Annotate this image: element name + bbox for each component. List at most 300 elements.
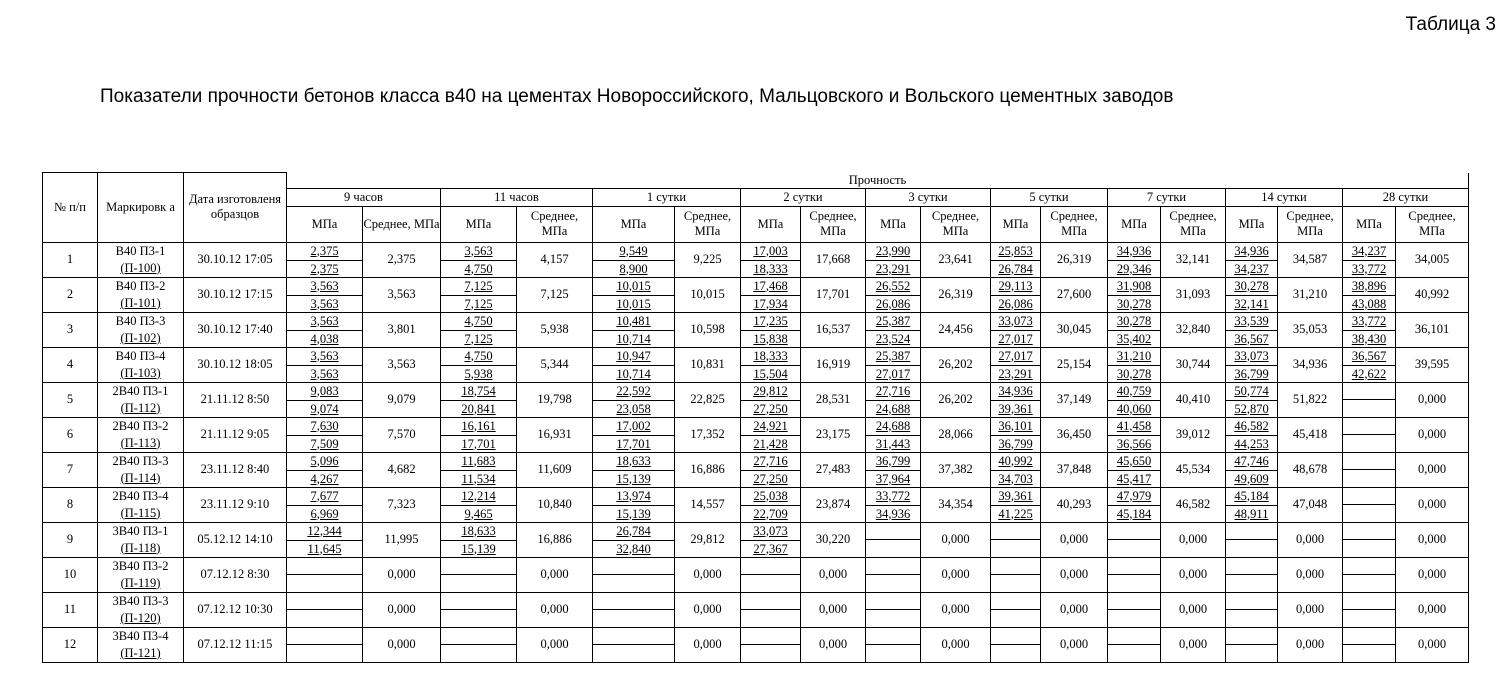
header-period: 2 сутки [741, 188, 866, 206]
marking-sample: (П-118) [98, 540, 183, 557]
mpa-value: 41,225 [991, 506, 1040, 523]
mpa-value: 27,017 [866, 366, 920, 383]
mpa-value: 33,073 [741, 523, 800, 541]
mpa-value: 15,139 [593, 506, 674, 523]
mpa-cell [287, 627, 363, 662]
mpa-value: 18,633 [593, 453, 674, 471]
mpa-cell [593, 277, 675, 312]
mpa-cell [866, 487, 921, 522]
mpa-cell [593, 347, 675, 382]
marking-code: В40 П3-3 [98, 313, 183, 330]
table-row [43, 277, 1469, 312]
marking-code: 3В40 П3-3 [98, 593, 183, 610]
mpa-cell [287, 417, 363, 452]
mpa-value: 9,549 [593, 243, 674, 261]
average-cell: 26,319 [921, 277, 991, 312]
marking-code: 3В40 П3-4 [98, 628, 183, 645]
average-cell: 7,125 [517, 277, 593, 312]
mpa-value: 30,278 [1108, 313, 1160, 331]
header-period: 14 сутки [1226, 188, 1343, 206]
header-mpa: МПа [1108, 206, 1161, 242]
average-cell: 26,202 [921, 382, 991, 417]
table-row [43, 242, 1469, 277]
header-period: 1 сутки [593, 188, 741, 206]
average-cell: 0,000 [1161, 627, 1226, 662]
average-cell: 31,093 [1161, 277, 1226, 312]
mpa-cell [1108, 347, 1161, 382]
mpa-cell [991, 312, 1041, 347]
mpa-value: 34,936 [1108, 243, 1160, 261]
mpa-value [1343, 575, 1395, 592]
mpa-value [287, 628, 362, 646]
mpa-value: 45,184 [1108, 506, 1160, 523]
average-cell: 3,563 [363, 347, 441, 382]
mpa-value [441, 558, 516, 576]
mpa-value: 3,563 [287, 348, 362, 366]
marking-sample: (П-101) [98, 295, 183, 312]
mpa-value: 7,125 [441, 278, 516, 296]
mpa-value [1226, 523, 1277, 541]
row-date: 07.12.12 11:15 [184, 627, 287, 662]
header-average: Среднее, МПа [1278, 206, 1343, 242]
header-period: 9 часов [287, 188, 441, 206]
mpa-value: 11,534 [441, 471, 516, 488]
average-cell: 26,319 [1041, 242, 1108, 277]
mpa-value: 18,754 [441, 383, 516, 401]
mpa-value: 29,346 [1108, 261, 1160, 278]
average-cell: 0,000 [801, 627, 866, 662]
mpa-value: 34,237 [1343, 243, 1395, 261]
mpa-value: 27,017 [991, 331, 1040, 348]
mpa-value: 32,840 [593, 541, 674, 558]
mpa-cell [1108, 242, 1161, 277]
header-average: Среднее, МПа [675, 206, 741, 242]
mpa-value: 3,563 [441, 243, 516, 261]
marking-code: 2В40 П3-1 [98, 383, 183, 400]
mpa-cell [593, 627, 675, 662]
mpa-value: 44,253 [1226, 436, 1277, 453]
mpa-value: 27,017 [991, 348, 1040, 366]
mpa-cell [866, 627, 921, 662]
mpa-value [1343, 505, 1395, 522]
mpa-value: 30,278 [1108, 366, 1160, 383]
row-date: 23.11.12 8:40 [184, 452, 287, 487]
mpa-value [593, 610, 674, 627]
mpa-value: 23,291 [991, 366, 1040, 383]
average-cell: 26,202 [921, 347, 991, 382]
mpa-value [1226, 610, 1277, 627]
mpa-cell [1226, 277, 1278, 312]
table-row [43, 417, 1469, 452]
mpa-value: 23,524 [866, 331, 920, 348]
mpa-value [441, 628, 516, 646]
mpa-value: 10,015 [593, 278, 674, 296]
mpa-cell [991, 452, 1041, 487]
mpa-cell [741, 312, 801, 347]
mpa-cell [741, 242, 801, 277]
table-row [43, 522, 1469, 557]
mpa-value [1108, 540, 1160, 557]
mpa-cell [1343, 347, 1396, 382]
average-cell: 0,000 [1396, 417, 1469, 452]
average-cell: 0,000 [675, 627, 741, 662]
mpa-cell [991, 382, 1041, 417]
mpa-cell [1343, 452, 1396, 487]
mpa-value: 10,481 [593, 313, 674, 331]
mpa-cell [441, 382, 517, 417]
header-mpa: МПа [1226, 206, 1278, 242]
row-marking [98, 242, 184, 277]
average-cell: 0,000 [517, 557, 593, 592]
mpa-value: 18,333 [741, 348, 800, 366]
mpa-value: 27,367 [741, 541, 800, 558]
table-row [43, 347, 1469, 382]
average-cell: 0,000 [1278, 592, 1343, 627]
mpa-cell [441, 312, 517, 347]
mpa-cell [593, 487, 675, 522]
mpa-value [866, 628, 920, 646]
mpa-value [287, 610, 362, 627]
mpa-value [866, 558, 920, 576]
header-average: Среднее, МПа [921, 206, 991, 242]
mpa-value: 7,125 [441, 331, 516, 348]
mpa-value: 26,086 [991, 296, 1040, 313]
mpa-value: 30,278 [1108, 296, 1160, 313]
mpa-value [991, 593, 1040, 611]
average-cell: 23,874 [801, 487, 866, 522]
mpa-value: 12,344 [287, 523, 362, 541]
mpa-value: 34,936 [866, 506, 920, 523]
mpa-cell [1343, 487, 1396, 522]
mpa-value: 17,003 [741, 243, 800, 261]
mpa-value: 13,974 [593, 488, 674, 506]
mpa-cell [1343, 312, 1396, 347]
mpa-value [1226, 540, 1277, 557]
mpa-value: 27,250 [741, 401, 800, 418]
average-cell: 28,066 [921, 417, 991, 452]
mpa-cell [1226, 487, 1278, 522]
mpa-value [1108, 523, 1160, 541]
mpa-cell [1108, 557, 1161, 592]
row-marking [98, 627, 184, 662]
average-cell: 31,210 [1278, 277, 1343, 312]
mpa-cell [1226, 242, 1278, 277]
mpa-value [593, 628, 674, 646]
average-cell: 30,045 [1041, 312, 1108, 347]
table-row [43, 592, 1469, 627]
average-cell: 28,531 [801, 382, 866, 417]
mpa-value: 11,645 [287, 541, 362, 558]
average-cell: 10,831 [675, 347, 741, 382]
average-cell: 35,053 [1278, 312, 1343, 347]
average-cell: 14,557 [675, 487, 741, 522]
header-average: Среднее, МПа [1396, 206, 1469, 242]
mpa-value: 25,387 [866, 313, 920, 331]
average-cell: 3,563 [363, 277, 441, 312]
mpa-value: 25,853 [991, 243, 1040, 261]
mpa-value: 40,759 [1108, 383, 1160, 401]
average-cell: 0,000 [1161, 522, 1226, 557]
average-cell: 0,000 [363, 592, 441, 627]
mpa-cell [1343, 277, 1396, 312]
page-title: Показатели прочности бетонов класса в40 на цементах Новороссийского, Мальцовского и Вольского цементных заводов [100, 86, 1173, 108]
mpa-cell [741, 592, 801, 627]
average-cell: 36,450 [1041, 417, 1108, 452]
header-mpa: МПа [741, 206, 801, 242]
mpa-cell [593, 417, 675, 452]
mpa-value [1343, 418, 1395, 436]
header-period: 28 сутки [1343, 188, 1469, 206]
average-cell: 34,587 [1278, 242, 1343, 277]
mpa-value [866, 540, 920, 557]
average-cell: 0,000 [801, 592, 866, 627]
mpa-cell [991, 592, 1041, 627]
header-mpa: МПа [287, 206, 363, 242]
mpa-value: 11,683 [441, 453, 516, 471]
mpa-cell [1343, 522, 1396, 557]
mpa-value: 47,979 [1108, 488, 1160, 506]
mpa-value: 31,210 [1108, 348, 1160, 366]
mpa-value [593, 558, 674, 576]
average-cell: 34,005 [1396, 242, 1469, 277]
average-cell: 0,000 [675, 557, 741, 592]
average-cell: 30,744 [1161, 347, 1226, 382]
mpa-value: 17,701 [593, 436, 674, 453]
mpa-cell [991, 627, 1041, 662]
table-row [43, 452, 1469, 487]
mpa-value: 18,633 [441, 523, 516, 541]
mpa-cell [866, 452, 921, 487]
mpa-value: 33,073 [1226, 348, 1277, 366]
mpa-cell [287, 242, 363, 277]
mpa-value: 30,278 [1226, 278, 1277, 296]
mpa-cell [441, 592, 517, 627]
header-period: 7 сутки [1108, 188, 1226, 206]
mpa-cell [866, 522, 921, 557]
mpa-value: 17,468 [741, 278, 800, 296]
average-cell: 27,483 [801, 452, 866, 487]
mpa-value: 9,074 [287, 401, 362, 418]
mpa-value: 15,504 [741, 366, 800, 383]
mpa-value: 20,841 [441, 401, 516, 418]
header-average: Среднее, МПа [363, 206, 441, 242]
marking-code: 2В40 П3-3 [98, 453, 183, 470]
average-cell: 0,000 [921, 627, 991, 662]
average-cell: 17,352 [675, 417, 741, 452]
mpa-value: 4,750 [441, 261, 516, 278]
mpa-value [741, 558, 800, 576]
mpa-cell [287, 347, 363, 382]
mpa-cell [866, 347, 921, 382]
marking-code: 3В40 П3-2 [98, 558, 183, 575]
mpa-value: 17,002 [593, 418, 674, 436]
mpa-cell [441, 557, 517, 592]
average-cell: 51,822 [1278, 382, 1343, 417]
mpa-value [1343, 558, 1395, 576]
average-cell: 40,293 [1041, 487, 1108, 522]
mpa-cell [441, 277, 517, 312]
mpa-value: 37,964 [866, 471, 920, 488]
mpa-value: 50,774 [1226, 383, 1277, 401]
mpa-value: 26,784 [991, 261, 1040, 278]
mpa-value: 21,428 [741, 436, 800, 453]
mpa-value: 5,096 [287, 453, 362, 471]
mpa-value: 35,402 [1108, 331, 1160, 348]
mpa-cell [866, 557, 921, 592]
row-number: 7 [43, 452, 98, 487]
mpa-value: 15,139 [441, 541, 516, 558]
mpa-value [866, 523, 920, 541]
mpa-value [287, 593, 362, 611]
row-marking [98, 452, 184, 487]
average-cell: 0,000 [1396, 627, 1469, 662]
average-cell: 46,582 [1161, 487, 1226, 522]
mpa-cell [287, 452, 363, 487]
mpa-value: 23,058 [593, 401, 674, 418]
average-cell: 10,840 [517, 487, 593, 522]
average-cell: 0,000 [1041, 592, 1108, 627]
average-cell: 7,570 [363, 417, 441, 452]
row-marking [98, 382, 184, 417]
mpa-cell [1108, 312, 1161, 347]
table-row [43, 627, 1469, 662]
mpa-value: 32,141 [1226, 296, 1277, 313]
mpa-value: 26,086 [866, 296, 920, 313]
mpa-cell [991, 347, 1041, 382]
average-cell: 0,000 [517, 627, 593, 662]
mpa-value: 39,361 [991, 401, 1040, 418]
mpa-cell [1108, 487, 1161, 522]
average-cell: 0,000 [1396, 382, 1469, 417]
row-date: 23.11.12 9:10 [184, 487, 287, 522]
mpa-cell [741, 452, 801, 487]
row-number: 9 [43, 522, 98, 557]
mpa-cell [1226, 557, 1278, 592]
marking-sample: (П-121) [98, 645, 183, 662]
mpa-value [991, 610, 1040, 627]
mpa-value: 3,563 [287, 366, 362, 383]
mpa-cell [741, 487, 801, 522]
mpa-value [991, 523, 1040, 541]
row-marking [98, 347, 184, 382]
mpa-value: 45,650 [1108, 453, 1160, 471]
mpa-value [741, 628, 800, 646]
mpa-value [1108, 610, 1160, 627]
mpa-value: 22,592 [593, 383, 674, 401]
average-cell: 40,992 [1396, 277, 1469, 312]
mpa-cell [441, 347, 517, 382]
average-cell: 0,000 [363, 557, 441, 592]
mpa-cell [1226, 522, 1278, 557]
mpa-value [991, 558, 1040, 576]
average-cell: 0,000 [363, 627, 441, 662]
mpa-value [1226, 593, 1277, 611]
mpa-cell [593, 312, 675, 347]
average-cell: 16,931 [517, 417, 593, 452]
mpa-value [741, 610, 800, 627]
average-cell: 37,848 [1041, 452, 1108, 487]
mpa-cell [593, 242, 675, 277]
row-number: 11 [43, 592, 98, 627]
mpa-cell [287, 592, 363, 627]
mpa-value [1108, 575, 1160, 592]
average-cell: 0,000 [675, 592, 741, 627]
mpa-value [1108, 558, 1160, 576]
average-cell: 37,382 [921, 452, 991, 487]
mpa-cell [1108, 627, 1161, 662]
mpa-value [1226, 558, 1277, 576]
mpa-value: 38,896 [1343, 278, 1395, 296]
row-marking [98, 417, 184, 452]
mpa-value: 34,936 [1226, 243, 1277, 261]
mpa-value [741, 575, 800, 592]
mpa-value: 42,622 [1343, 366, 1395, 383]
mpa-value [1343, 383, 1395, 401]
mpa-cell [1226, 382, 1278, 417]
mpa-value: 9,083 [287, 383, 362, 401]
mpa-cell [287, 277, 363, 312]
mpa-value [1343, 488, 1395, 506]
mpa-value: 40,992 [991, 453, 1040, 471]
mpa-value: 7,630 [287, 418, 362, 436]
mpa-cell [441, 522, 517, 557]
mpa-value: 41,458 [1108, 418, 1160, 436]
mpa-cell [441, 627, 517, 662]
row-marking [98, 277, 184, 312]
average-cell: 0,000 [1278, 557, 1343, 592]
mpa-cell [991, 417, 1041, 452]
mpa-value: 17,701 [441, 436, 516, 453]
mpa-value: 36,566 [1108, 436, 1160, 453]
average-cell: 25,154 [1041, 347, 1108, 382]
header-mpa: МПа [991, 206, 1041, 242]
table-row [43, 487, 1469, 522]
average-cell: 0,000 [1041, 522, 1108, 557]
mpa-cell [1226, 347, 1278, 382]
mpa-value: 15,139 [593, 471, 674, 488]
header-marking: Маркировк а [98, 173, 184, 243]
mpa-value: 26,552 [866, 278, 920, 296]
marking-sample: (П-114) [98, 470, 183, 487]
row-date: 30.10.12 17:40 [184, 312, 287, 347]
average-cell: 7,323 [363, 487, 441, 522]
mpa-value: 22,709 [741, 506, 800, 523]
mpa-value: 23,990 [866, 243, 920, 261]
row-number: 2 [43, 277, 98, 312]
mpa-value: 23,291 [866, 261, 920, 278]
average-cell: 16,886 [675, 452, 741, 487]
row-number: 1 [43, 242, 98, 277]
average-cell: 32,141 [1161, 242, 1226, 277]
mpa-cell [1108, 452, 1161, 487]
mpa-cell [441, 452, 517, 487]
row-date: 05.12.12 14:10 [184, 522, 287, 557]
mpa-value: 6,969 [287, 506, 362, 523]
mpa-value [1108, 593, 1160, 611]
average-cell: 17,668 [801, 242, 866, 277]
average-cell: 11,609 [517, 452, 593, 487]
marking-sample: (П-120) [98, 610, 183, 627]
mpa-value [1343, 593, 1395, 611]
mpa-value: 31,908 [1108, 278, 1160, 296]
marking-sample: (П-100) [98, 260, 183, 277]
average-cell: 29,812 [675, 522, 741, 557]
mpa-value: 5,938 [441, 366, 516, 383]
average-cell: 0,000 [921, 592, 991, 627]
mpa-value [1343, 435, 1395, 452]
average-cell: 45,418 [1278, 417, 1343, 452]
mpa-value [991, 575, 1040, 592]
